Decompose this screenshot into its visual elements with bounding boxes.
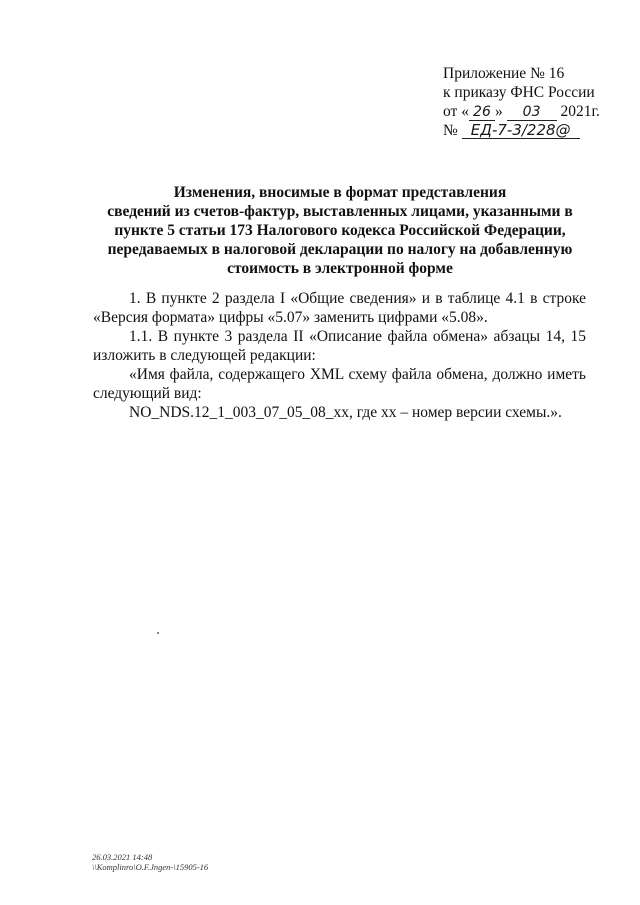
date-prefix: от «: [443, 103, 469, 120]
footer-stamp: [92, 852, 208, 872]
document-body: [93, 289, 586, 422]
order-reference: к приказу ФНС России: [443, 84, 595, 101]
paragraph-filename: NO_NDS.12_1_003_07_05_08_xx, где хх – номер версии схемы.».: [129, 404, 562, 421]
footer-file-path: \\Komplinro\O.F.Jngen-\15905-16: [92, 862, 209, 872]
title-line: пункте 5 статьи 173 Налогового кодекса Российской Федерации,: [114, 222, 566, 239]
order-number: [443, 121, 600, 140]
date-day: 26: [469, 105, 495, 121]
date-month: 03: [507, 105, 557, 121]
date-year: 2021г.: [560, 103, 600, 120]
footer-timestamp: 26.03.2021 14:48: [92, 852, 153, 862]
paragraph-1: 1. В пункте 2 раздела I «Общие сведения» и в таблице 4.1 в строке «Версия формата» цифры «5.07» заменить цифрами «5.08».: [93, 290, 586, 326]
date-mid: »: [494, 103, 503, 120]
title-line: сведений из счетов-фактур, выставленных лицами, указанными в: [107, 203, 573, 220]
order-date: [443, 102, 600, 121]
title-line: Изменения, вносимые в формат представления: [173, 184, 507, 201]
title-line: стоимость в электронной форме: [227, 260, 453, 277]
appendix-number: Приложение № 16: [443, 65, 565, 82]
title-line: передаваемых в налоговой декларации по налогу на добавленную: [107, 241, 573, 258]
paragraph-1-1: 1.1. В пункте 3 раздела II «Описание файла обмена» абзацы 14, 15 изложить в следующей редакции:: [93, 328, 586, 364]
document-title: [100, 183, 580, 278]
scan-speck: [157, 632, 159, 634]
number-prefix: №: [443, 122, 458, 139]
paragraph-quote: «Имя файла, содержащего XML схему файла обмена, должно иметь следующий вид:: [93, 366, 586, 402]
appendix-header: [443, 64, 600, 140]
number-value: ЕД-7-3/228@: [462, 123, 580, 139]
